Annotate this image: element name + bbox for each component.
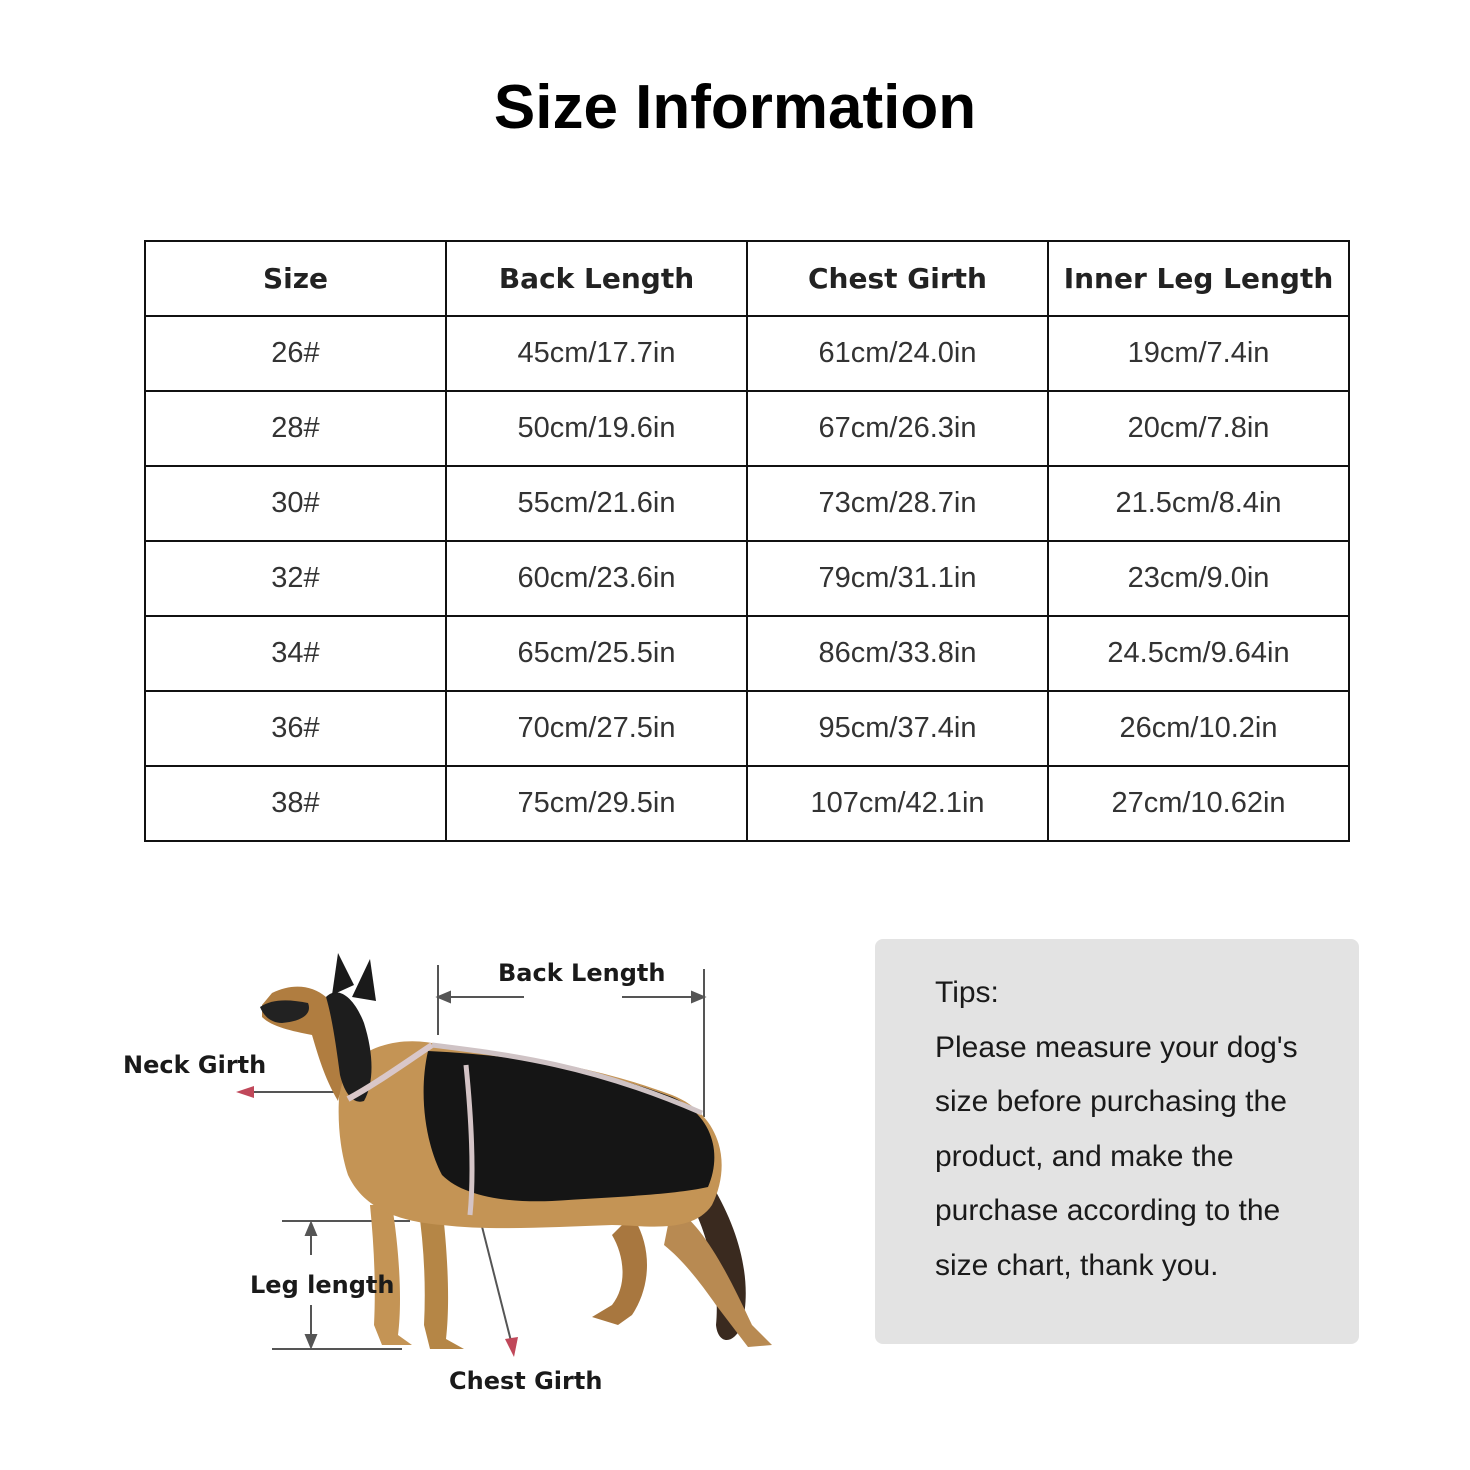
cell-inner-leg-length: 23cm/9.0in [1048,541,1349,616]
table-row [145,391,1349,466]
table-row [145,316,1349,391]
cell-back-length: 55cm/21.6in [446,466,747,541]
cell-inner-leg-length: 24.5cm/9.64in [1048,616,1349,691]
cell-size: 34# [145,616,446,691]
tips-line: product, and make the [935,1139,1234,1173]
cell-inner-leg-length: 21.5cm/8.4in [1048,466,1349,541]
header-inner-leg-length: Inner Leg Length [1048,241,1349,316]
header-size: Size [145,241,446,316]
cell-chest-girth: 67cm/26.3in [747,391,1048,466]
cell-chest-girth: 86cm/33.8in [747,616,1048,691]
header-back-length: Back Length [446,241,747,316]
cell-size: 30# [145,466,446,541]
back-length-label: Back Length [498,959,666,987]
chest-girth-label: Chest Girth [449,1367,603,1395]
cell-back-length: 70cm/27.5in [446,691,747,766]
dog-measurement-figure [112,905,832,1445]
cell-size: 28# [145,391,446,466]
cell-size: 26# [145,316,446,391]
tips-line: size before purchasing the [935,1085,1287,1119]
cell-chest-girth: 95cm/37.4in [747,691,1048,766]
table-row [145,466,1349,541]
cell-inner-leg-length: 20cm/7.8in [1048,391,1349,466]
dog-illustration [112,905,832,1445]
table-row [145,691,1349,766]
table-row [145,616,1349,691]
cell-back-length: 65cm/25.5in [446,616,747,691]
tips-line: purchase according to the [935,1194,1281,1228]
cell-inner-leg-length: 26cm/10.2in [1048,691,1349,766]
cell-chest-girth: 61cm/24.0in [747,316,1048,391]
cell-chest-girth: 73cm/28.7in [747,466,1048,541]
page-title: Size Information [493,73,977,142]
cell-size: 32# [145,541,446,616]
table-header-row [145,241,1349,316]
tips-line: Please measure your dog's [935,1030,1298,1064]
tips-text [935,966,1345,1294]
cell-chest-girth: 79cm/31.1in [747,541,1048,616]
leg-length-label: Leg length [250,1271,395,1299]
header-chest-girth: Chest Girth [747,241,1048,316]
tips-line: size chart, thank you. [935,1248,1219,1282]
cell-chest-girth: 107cm/42.1in [747,766,1048,841]
cell-size: 38# [145,766,446,841]
cell-back-length: 75cm/29.5in [446,766,747,841]
cell-inner-leg-length: 27cm/10.62in [1048,766,1349,841]
cell-back-length: 60cm/23.6in [446,541,747,616]
size-table [144,240,1350,842]
neck-girth-label: Neck Girth [123,1051,267,1079]
tips-heading: Tips: [935,976,999,1009]
cell-back-length: 50cm/19.6in [446,391,747,466]
cell-inner-leg-length: 19cm/7.4in [1048,316,1349,391]
cell-size: 36# [145,691,446,766]
neck-girth-guide [236,1086,344,1098]
cell-back-length: 45cm/17.7in [446,316,747,391]
table-row [145,541,1349,616]
table-row [145,766,1349,841]
tips-box [875,939,1359,1344]
